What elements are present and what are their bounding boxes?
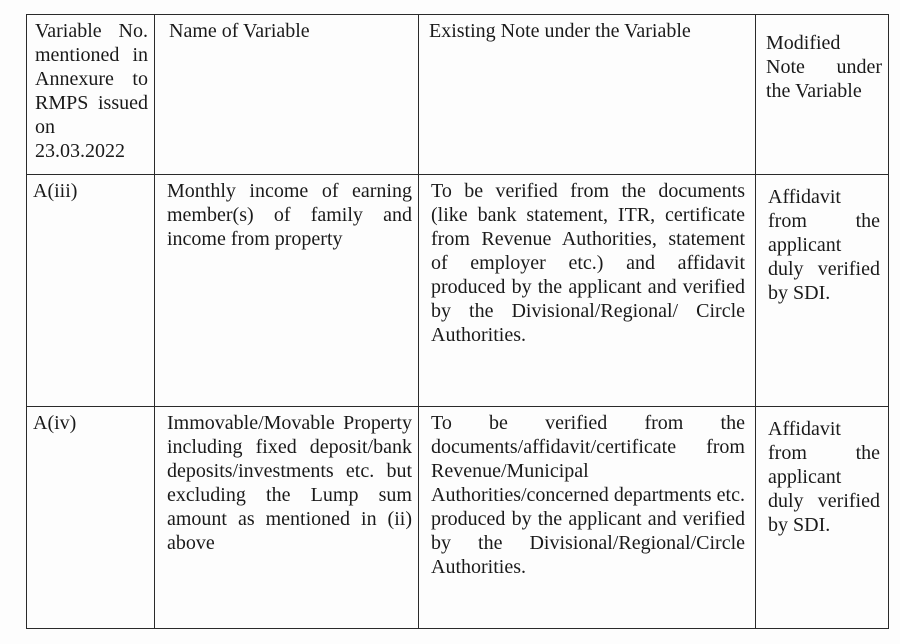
existing-note-text: To be verified from the documents/affidavit/certificate from Revenue/Municipal Authorities/concerned departments etc. produced by the applicant and verified by the Divisional/Regional/Circle Authorities. <box>431 412 745 578</box>
cell-variable-no <box>27 175 155 407</box>
header-variable-no <box>27 15 155 175</box>
table-row <box>27 407 889 629</box>
header-variable-no-text: Variable No. mentioned in Annexure to RMPS issued on 23.03.2022 <box>35 20 148 162</box>
cell-variable-no <box>27 407 155 629</box>
cell-modified-note <box>756 407 889 629</box>
table-header-row <box>27 15 889 175</box>
cell-modified-note <box>756 175 889 407</box>
cell-variable-name <box>155 175 419 407</box>
header-name-of-variable <box>155 15 419 175</box>
variable-no-text: A(iv) <box>33 412 77 434</box>
header-name-of-variable-text: Name of Variable <box>169 20 310 42</box>
variables-table <box>26 14 889 629</box>
header-existing-note <box>419 15 756 175</box>
header-modified-note-text: Modified Note under the Variable <box>766 32 882 102</box>
variable-name-text: Immovable/Movable Property including fixed deposit/bank deposits/investments etc. but excluding the Lump sum amount as mentioned in (ii) above <box>167 412 412 554</box>
cell-existing-note <box>419 175 756 407</box>
table-row <box>27 175 889 407</box>
header-modified-note <box>756 15 889 175</box>
variable-name-text: Monthly income of earning member(s) of family and income from property <box>167 180 412 250</box>
cell-variable-name <box>155 407 419 629</box>
existing-note-text: To be verified from the documents (like bank statement, ITR, certificate from Revenue Authorities, statement of employer etc.) and affidavit produced by the applicant and verified by the Divisional/Regional/ Circle Authorities. <box>431 180 745 346</box>
variable-no-text: A(iii) <box>33 180 78 202</box>
modified-note-text: Affidavit from the applicant duly verified by SDI. <box>768 186 880 304</box>
modified-note-text: Affidavit from the applicant duly verified by SDI. <box>768 418 880 536</box>
header-existing-note-text: Existing Note under the Variable <box>429 20 691 42</box>
cell-existing-note <box>419 407 756 629</box>
cut-off-text-line <box>14 634 874 644</box>
